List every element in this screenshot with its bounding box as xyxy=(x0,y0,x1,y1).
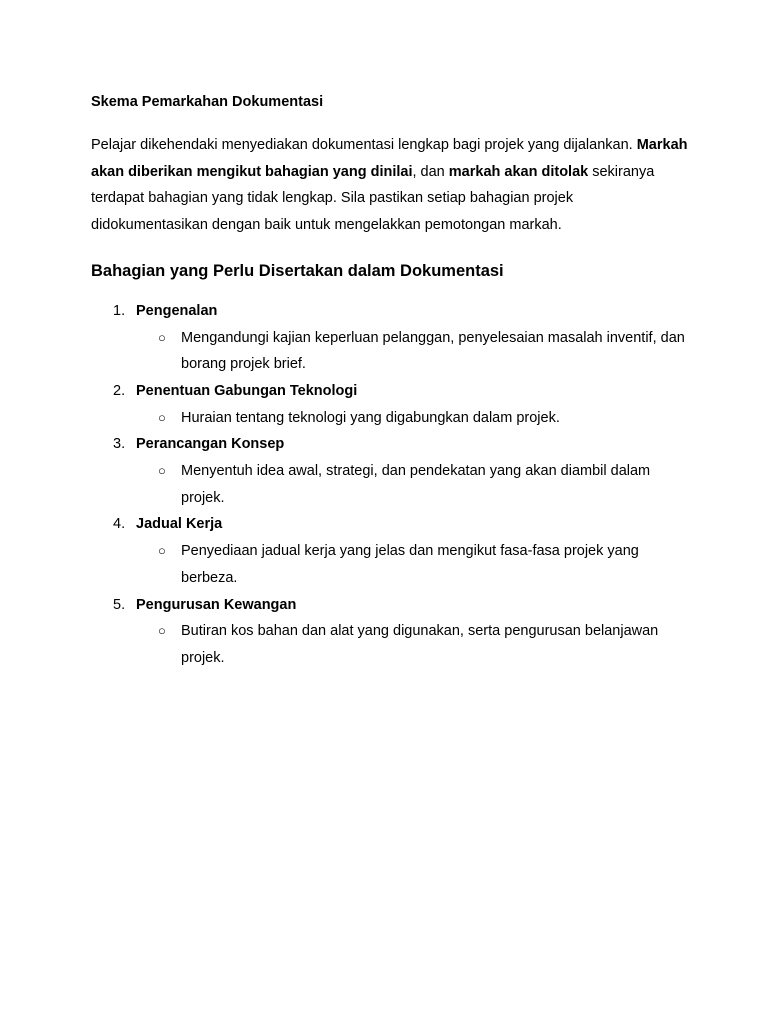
item-detail: Huraian tentang teknologi yang digabungkan dalam projek. xyxy=(181,409,560,426)
item-title: Perancangan Konsep xyxy=(136,436,285,453)
sub-list xyxy=(136,538,691,591)
hollow-bullet-icon: ○ xyxy=(158,463,166,479)
list-item xyxy=(91,592,691,672)
document-title: Skema Pemarkahan Dokumentasi xyxy=(91,94,324,110)
list-item xyxy=(91,378,691,431)
document-page xyxy=(91,92,691,672)
sub-list-item xyxy=(136,538,691,591)
intro-bold-1: Markah akan diberikan mengikut bahagian yang dinilai xyxy=(91,137,688,180)
sub-list xyxy=(136,458,691,511)
intro-text-3: sekiranya terdapat bahagian yang tidak lengkap. Sila pastikan setiap bahagian projek didokumentasikan dengan baik untuk mengelakkan pemotongan markah. xyxy=(91,163,655,234)
intro-paragraph xyxy=(91,132,691,239)
hollow-bullet-icon: ○ xyxy=(158,623,166,639)
sub-list-item xyxy=(136,405,691,432)
item-number: 1. xyxy=(113,302,126,319)
item-number: 5. xyxy=(113,596,126,613)
intro-text-2: , dan xyxy=(412,163,449,180)
item-detail: Butiran kos bahan dan alat yang digunakan, serta pengurusan belanjawan projek. xyxy=(181,623,659,666)
sub-list-item xyxy=(136,618,691,671)
hollow-bullet-icon: ○ xyxy=(158,409,166,425)
sub-list-item xyxy=(136,325,691,378)
intro-text-1: Pelajar dikehendaki menyediakan dokumentasi lengkap bagi projek yang dijalankan. xyxy=(91,137,637,153)
sub-list-item xyxy=(136,458,691,511)
item-number: 4. xyxy=(113,516,126,533)
item-title: Jadual Kerja xyxy=(136,516,223,533)
intro-bold-2: markah akan ditolak xyxy=(448,163,589,180)
list-item xyxy=(91,511,691,591)
item-detail: Menyentuh idea awal, strategi, dan pendekatan yang akan diambil dalam projek. xyxy=(181,463,651,506)
item-detail: Penyediaan jadual kerja yang jelas dan mengikut fasa-fasa projek yang berbeza. xyxy=(181,543,639,586)
list-item xyxy=(91,431,691,511)
sub-list xyxy=(136,618,691,671)
item-number: 2. xyxy=(113,382,126,399)
hollow-bullet-icon: ○ xyxy=(158,543,166,559)
item-title: Penentuan Gabungan Teknologi xyxy=(136,382,358,399)
sections-list xyxy=(91,298,691,672)
sub-list xyxy=(136,405,691,432)
item-detail: Mengandungi kajian keperluan pelanggan, penyelesaian masalah inventif, dan borang projek brief. xyxy=(181,329,685,373)
item-title: Pengurusan Kewangan xyxy=(136,596,297,613)
item-number: 3. xyxy=(113,436,126,453)
item-title: Pengenalan xyxy=(136,302,218,319)
hollow-bullet-icon: ○ xyxy=(158,329,166,345)
sub-list xyxy=(136,325,691,378)
list-item xyxy=(91,298,691,378)
section-heading: Bahagian yang Perlu Disertakan dalam Dokumentasi xyxy=(91,261,504,280)
